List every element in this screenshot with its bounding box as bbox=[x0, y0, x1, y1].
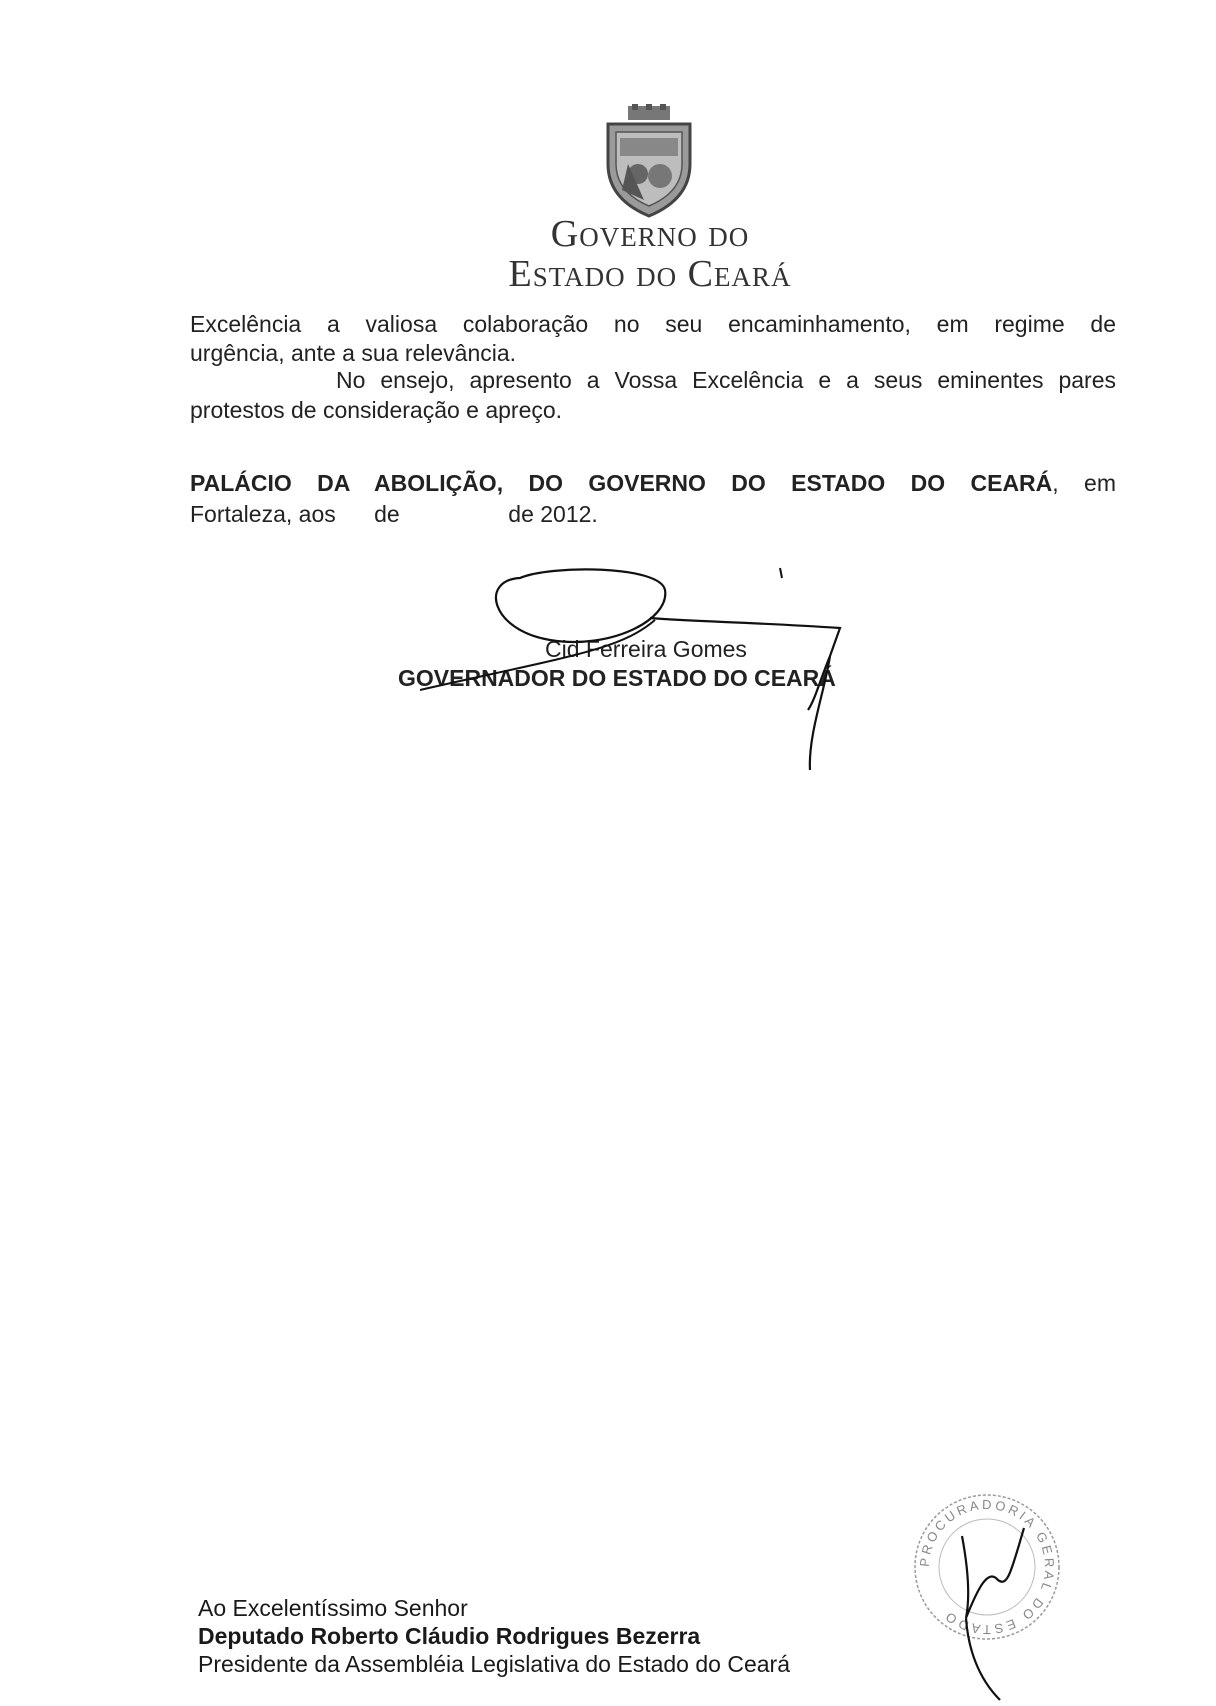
header-estado: Estado do Ceará bbox=[508, 253, 792, 295]
svg-text:PROCURADORIA GERAL DO ESTADO bbox=[917, 1497, 1057, 1637]
date-line: Fortaleza, aos de de 2012. bbox=[190, 501, 598, 527]
addressee-salutation: Ao Excelentíssimo Senhor bbox=[198, 1595, 468, 1621]
signatory-title: GOVERNADOR DO ESTADO DO CEARÁ bbox=[398, 665, 836, 691]
paragraph-2-line-1: No ensejo, apresento a Vossa Excelência e a seus eminentes pares bbox=[336, 367, 1116, 393]
palace-name: PALÁCIO DA ABOLIÇÃO, DO GOVERNO DO ESTADO DO CEARÁ bbox=[190, 470, 1053, 496]
paragraph-1-line-1: Excelência a valiosa colaboração no seu encaminhamento, em regime de bbox=[190, 311, 1116, 337]
header-governo: Governo do bbox=[550, 213, 750, 255]
addressee-name: Deputado Roberto Cláudio Rodrigues Bezerra bbox=[198, 1623, 701, 1649]
palace-line bbox=[190, 469, 1116, 498]
addressee-role: Presidente da Assembléia Legislativa do Estado do Ceará bbox=[198, 1651, 790, 1677]
handwritten-signature bbox=[420, 560, 870, 780]
procuradoria-stamp bbox=[908, 1488, 1066, 1706]
signatory-name: Cid Ferreira Gomes bbox=[545, 636, 747, 662]
paragraph-2-line-2: protestos de consideração e apreço. bbox=[190, 397, 563, 423]
paragraph-1-line-2: urgência, ante a sua relevância. bbox=[190, 340, 517, 366]
palace-suffix: , em bbox=[1052, 470, 1116, 496]
stamp-text: PROCURADORIA GERAL DO ESTADO bbox=[916, 1496, 1058, 1638]
state-crest-icon bbox=[598, 104, 700, 220]
